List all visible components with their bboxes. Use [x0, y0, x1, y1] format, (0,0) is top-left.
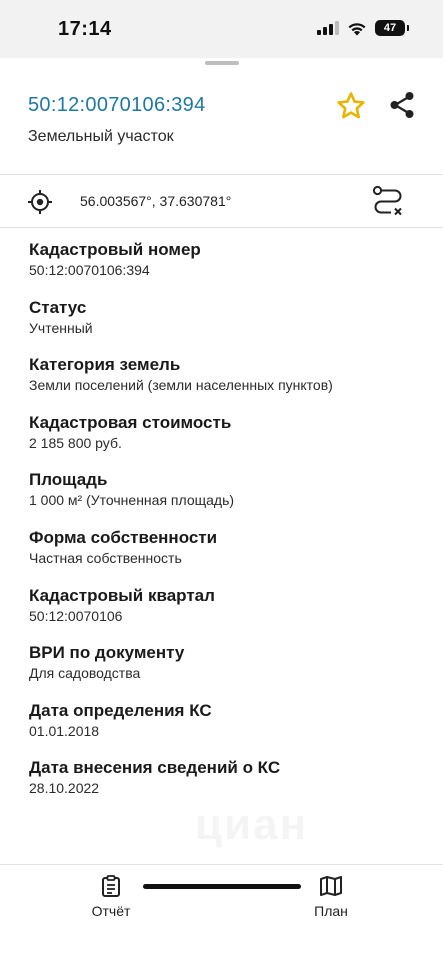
star-icon[interactable] [335, 90, 367, 122]
status-time: 17:14 [58, 18, 112, 40]
plan-tab-label: План [314, 903, 348, 919]
property-fields [29, 240, 419, 816]
field-value: Учтенный [29, 319, 93, 336]
field-value: 50:12:0070106:394 [29, 262, 150, 278]
field-value: Для садоводства [29, 665, 141, 682]
field-value: Частная собственность [29, 549, 182, 566]
object-type: Земельный участок [28, 128, 174, 145]
field-label: ВРИ по документу [29, 643, 185, 663]
field-label: Кадастровый номер [29, 240, 201, 259]
field-label: Кадастровый квартал [29, 585, 215, 605]
bottom-nav [0, 864, 443, 960]
field-land-category [29, 355, 419, 413]
plan-tab[interactable] [286, 875, 376, 919]
field-value: 28.10.2022 [29, 780, 100, 797]
field-valuation-date [29, 701, 419, 759]
field-permitted-use [29, 643, 419, 701]
route-icon[interactable] [370, 184, 406, 220]
report-tab[interactable] [66, 875, 156, 919]
field-value: 01.01.2018 [29, 722, 100, 739]
field-cadastral-value [29, 413, 419, 471]
field-label: Форма собственности [29, 527, 218, 547]
field-area [29, 470, 419, 528]
home-indicator[interactable] [143, 884, 301, 889]
field-status [29, 298, 419, 356]
sheet-grabber[interactable] [205, 61, 239, 65]
battery-indicator: 47 [375, 20, 405, 36]
field-label: Площадь [29, 470, 108, 490]
clipboard-icon [101, 875, 121, 897]
crosshair-icon[interactable] [27, 189, 53, 215]
map-icon [319, 875, 343, 897]
field-cadastral-quarter [29, 586, 419, 644]
status-icons [317, 20, 405, 36]
field-label: Статус [29, 297, 87, 317]
field-label: Кадастровая стоимость [29, 412, 232, 432]
wifi-icon [347, 21, 367, 36]
field-cadastral-number [29, 240, 419, 298]
field-ownership-form [29, 528, 419, 586]
field-label: Категория земель [29, 355, 181, 375]
status-bar [0, 0, 443, 58]
field-value: 2 185 800 руб. [29, 434, 122, 451]
field-value: Земли поселений (земли населенных пунктов) [29, 377, 333, 394]
field-label: Дата внесения сведений о КС [29, 758, 281, 778]
cellular-signal-icon [317, 21, 339, 35]
field-value: 1 000 м² (Уточненная площадь) [29, 492, 235, 509]
coordinates-text[interactable]: 56.003567°, 37.630781° [80, 193, 232, 209]
cadastral-title: 50:12:0070106:394 [28, 94, 206, 116]
field-label: Дата определения КС [29, 700, 212, 720]
share-icon[interactable] [388, 90, 416, 120]
object-card-sheet [0, 58, 443, 960]
coordinates-bar [0, 174, 443, 228]
field-value: 50:12:0070106 [29, 607, 123, 624]
watermark [195, 800, 308, 850]
report-tab-label: Отчёт [91, 903, 131, 919]
